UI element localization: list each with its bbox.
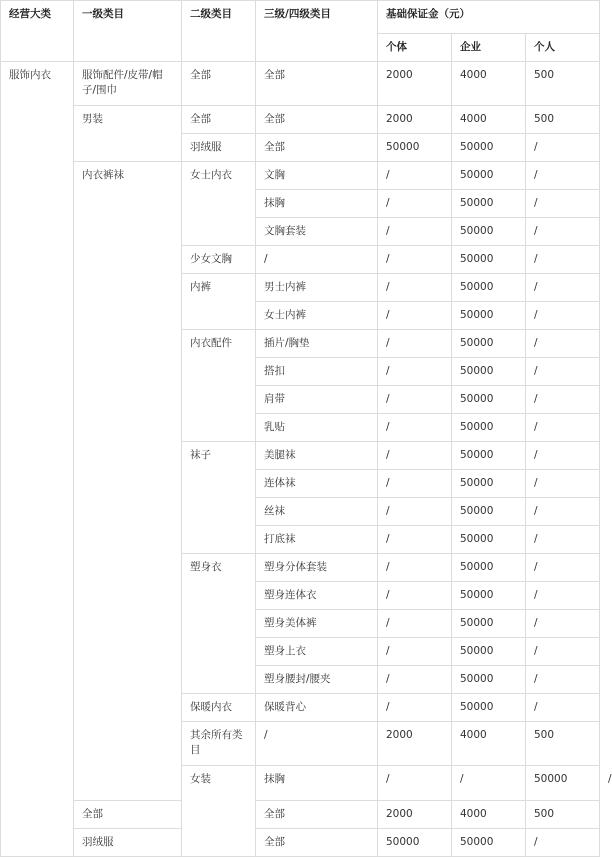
individual-deposit-cell: /	[378, 302, 452, 330]
level3-cell: /	[256, 246, 378, 274]
enterprise-deposit-cell: 50000	[452, 526, 526, 554]
enterprise-deposit-cell: 50000	[452, 162, 526, 190]
individual-deposit-cell: 2000	[378, 62, 452, 106]
individual-deposit-cell: /	[378, 358, 452, 386]
level3-cell: 文胸	[256, 162, 378, 190]
level3-cell: 搭扣	[256, 358, 378, 386]
person-deposit-cell: /	[526, 470, 600, 498]
header-base-deposit: 基础保证金（元）	[378, 1, 600, 34]
person-deposit-cell: /	[526, 582, 600, 610]
enterprise-deposit-cell: 4000	[452, 801, 526, 829]
level2-cell: 羽绒服	[74, 829, 182, 857]
level3-cell: /	[256, 722, 378, 766]
level2-cell: 羽绒服	[182, 134, 256, 162]
person-deposit-cell: /	[526, 302, 600, 330]
level3-cell: 塑身连体衣	[256, 582, 378, 610]
enterprise-deposit-cell: 4000	[452, 722, 526, 766]
individual-deposit-cell: /	[378, 330, 452, 358]
person-deposit-cell: /	[526, 190, 600, 218]
individual-deposit-cell: /	[378, 526, 452, 554]
level3-cell: 塑身美体裤	[256, 610, 378, 638]
level3-cell: 全部	[256, 134, 378, 162]
individual-deposit-cell: /	[452, 766, 526, 801]
person-deposit-cell: /	[526, 274, 600, 302]
enterprise-deposit-cell: 50000	[452, 610, 526, 638]
person-deposit-cell: /	[526, 829, 600, 857]
individual-deposit-cell: /	[378, 498, 452, 526]
enterprise-deposit-cell: 50000	[452, 302, 526, 330]
level1-cell: 服饰配件/皮带/帽子/围巾	[74, 62, 182, 106]
level2-cell: 少女文胸	[182, 246, 256, 274]
individual-deposit-cell: /	[378, 638, 452, 666]
business-category-cell: 服饰内衣	[1, 62, 74, 857]
level3-cell: 连体袜	[256, 470, 378, 498]
level3-cell: 塑身腰封/腰夹	[256, 666, 378, 694]
level3-cell: 全部	[256, 829, 378, 857]
table-row	[1, 106, 600, 134]
person-deposit-cell: /	[526, 134, 600, 162]
person-deposit-cell: 500	[526, 722, 600, 766]
individual-deposit-cell: /	[378, 582, 452, 610]
person-deposit-cell: 500	[526, 106, 600, 134]
level3-cell: 打底袜	[256, 526, 378, 554]
person-deposit-cell: /	[526, 638, 600, 666]
individual-deposit-cell: /	[378, 190, 452, 218]
level3-cell: 全部	[256, 62, 378, 106]
header-level3-4-category: 三级/四级类目	[256, 1, 378, 62]
enterprise-deposit-cell: 50000	[452, 442, 526, 470]
enterprise-deposit-cell: 50000	[452, 582, 526, 610]
individual-deposit-cell: 50000	[378, 829, 452, 857]
individual-deposit-cell: /	[378, 246, 452, 274]
enterprise-deposit-cell: 50000	[452, 358, 526, 386]
enterprise-deposit-cell: 50000	[452, 666, 526, 694]
enterprise-deposit-cell: 50000	[452, 134, 526, 162]
level2-cell: 内裤	[182, 274, 256, 330]
enterprise-deposit-cell: 50000	[452, 246, 526, 274]
enterprise-deposit-cell: 50000	[452, 638, 526, 666]
enterprise-deposit-cell: 50000	[452, 386, 526, 414]
individual-deposit-cell: 2000	[378, 801, 452, 829]
person-deposit-cell: /	[526, 358, 600, 386]
individual-deposit-cell: /	[378, 274, 452, 302]
individual-deposit-cell: /	[378, 414, 452, 442]
person-deposit-cell: /	[526, 498, 600, 526]
person-deposit-cell: /	[526, 218, 600, 246]
enterprise-deposit-cell: 50000	[526, 766, 600, 801]
enterprise-deposit-cell: 4000	[452, 106, 526, 134]
enterprise-deposit-cell: 50000	[452, 498, 526, 526]
level3-cell: /	[378, 766, 452, 801]
level3-cell: 抹胸	[256, 190, 378, 218]
level1-cell: 内衣裤袜	[74, 162, 182, 801]
individual-deposit-cell: 50000	[378, 134, 452, 162]
level2-cell: 全部	[182, 62, 256, 106]
header-enterprise: 企业	[452, 34, 526, 62]
level2-cell: 抹胸	[256, 766, 378, 801]
level3-cell: 塑身上衣	[256, 638, 378, 666]
header-level2-category: 二级类目	[182, 1, 256, 62]
level3-cell: 美腿袜	[256, 442, 378, 470]
enterprise-deposit-cell: 50000	[452, 829, 526, 857]
table-row: 女装 抹胸 / / 50000 /	[1, 766, 600, 801]
header-business-category: 经营大类	[1, 1, 74, 62]
level2-cell: 内衣配件	[182, 330, 256, 442]
level1-cell: 男装	[74, 106, 182, 162]
individual-deposit-cell: /	[378, 610, 452, 638]
enterprise-deposit-cell: 50000	[452, 330, 526, 358]
level3-cell: 全部	[256, 106, 378, 134]
person-deposit-cell: /	[526, 554, 600, 582]
enterprise-deposit-cell: 50000	[452, 694, 526, 722]
person-deposit-cell: /	[526, 526, 600, 554]
table-row	[1, 829, 600, 857]
enterprise-deposit-cell: 50000	[452, 274, 526, 302]
table-row	[1, 62, 600, 106]
level3-cell: 乳贴	[256, 414, 378, 442]
enterprise-deposit-cell: 50000	[452, 190, 526, 218]
person-deposit-cell: /	[526, 162, 600, 190]
person-deposit-cell: 500	[526, 62, 600, 106]
enterprise-deposit-cell: 50000	[452, 414, 526, 442]
individual-deposit-cell: /	[378, 162, 452, 190]
enterprise-deposit-cell: 50000	[452, 554, 526, 582]
individual-deposit-cell: 2000	[378, 722, 452, 766]
individual-deposit-cell: /	[378, 218, 452, 246]
person-deposit-cell: /	[526, 386, 600, 414]
individual-deposit-cell: /	[378, 470, 452, 498]
header-level1-category: 一级类目	[74, 1, 182, 62]
person-deposit-cell: /	[526, 330, 600, 358]
header-person: 个人	[526, 34, 600, 62]
level3-cell: 男士内裤	[256, 274, 378, 302]
individual-deposit-cell: /	[378, 386, 452, 414]
header-row	[1, 1, 600, 34]
level3-cell: 女士内裤	[256, 302, 378, 330]
level1-cell: 女装	[182, 766, 256, 857]
level2-cell: 女士内衣	[182, 162, 256, 246]
level2-cell: 塑身衣	[182, 554, 256, 694]
person-deposit-cell: /	[526, 694, 600, 722]
individual-deposit-cell: /	[378, 554, 452, 582]
level3-cell: 塑身分体套装	[256, 554, 378, 582]
individual-deposit-cell: /	[378, 666, 452, 694]
individual-deposit-cell: /	[378, 442, 452, 470]
level3-cell: 文胸套装	[256, 218, 378, 246]
table-row	[1, 162, 600, 190]
level3-cell: 插片/胸垫	[256, 330, 378, 358]
level3-cell: 丝袜	[256, 498, 378, 526]
level2-cell: 保暖内衣	[182, 694, 256, 722]
person-deposit-cell: /	[526, 610, 600, 638]
person-deposit-cell: /	[526, 414, 600, 442]
enterprise-deposit-cell: 4000	[452, 62, 526, 106]
level3-cell: 肩带	[256, 386, 378, 414]
level2-cell: 全部	[74, 801, 182, 829]
level3-cell: 全部	[256, 801, 378, 829]
level2-cell: 其余所有类目	[182, 722, 256, 766]
level3-cell: 保暖背心	[256, 694, 378, 722]
level2-cell: 袜子	[182, 442, 256, 554]
person-deposit-cell: /	[526, 246, 600, 274]
table-row	[1, 801, 600, 829]
person-deposit-cell: /	[526, 442, 600, 470]
enterprise-deposit-cell: 50000	[452, 218, 526, 246]
level2-cell: 全部	[182, 106, 256, 134]
person-deposit-cell: 500	[526, 801, 600, 829]
person-deposit-cell: /	[526, 666, 600, 694]
header-individual: 个体	[378, 34, 452, 62]
enterprise-deposit-cell: 50000	[452, 470, 526, 498]
individual-deposit-cell: /	[378, 694, 452, 722]
individual-deposit-cell: 2000	[378, 106, 452, 134]
